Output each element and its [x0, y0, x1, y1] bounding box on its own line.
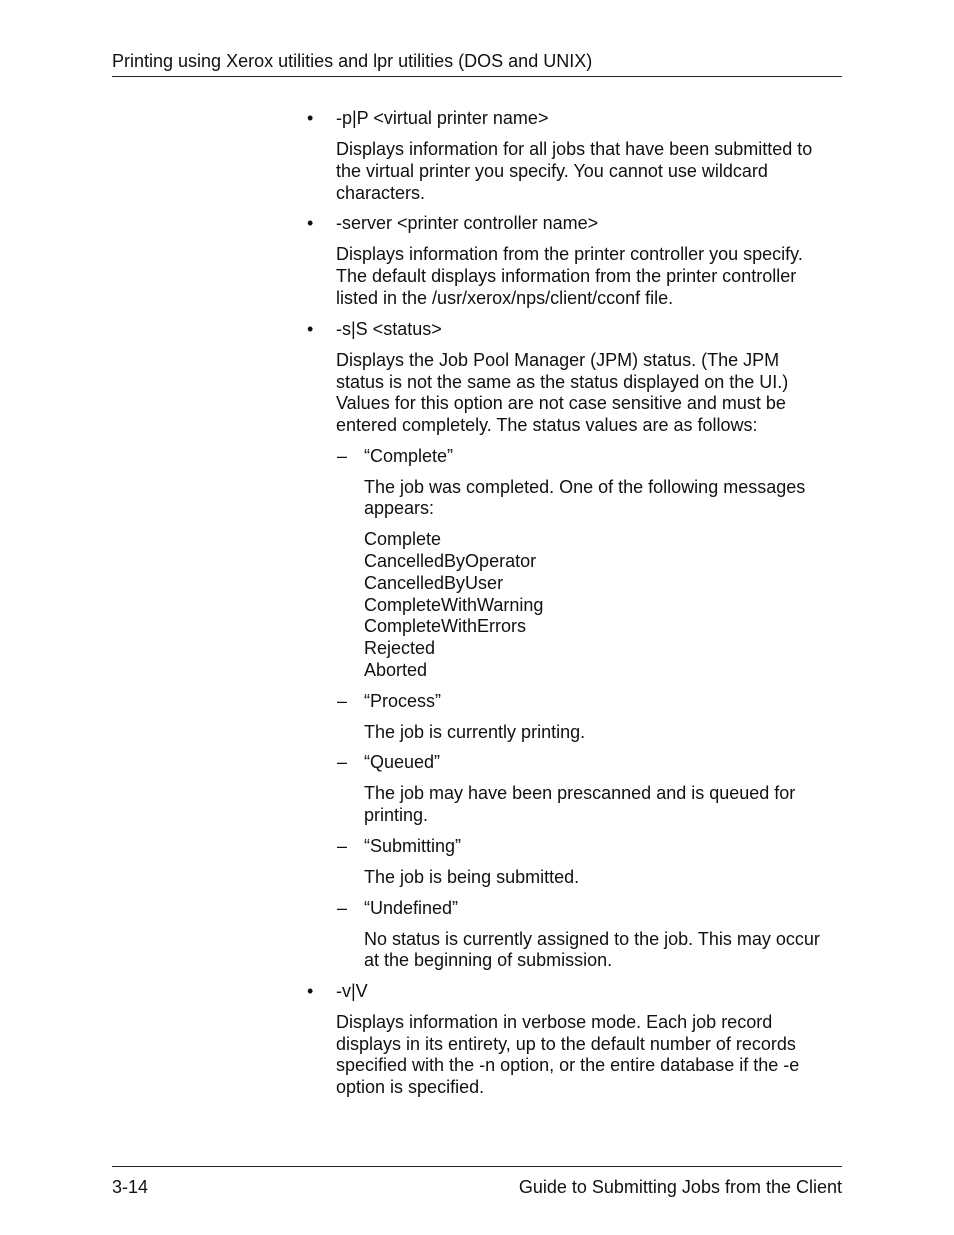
status-description-line: printing.	[364, 805, 429, 825]
option-name: -server <printer controller name>	[336, 213, 599, 233]
option-description-line: entered completely. The status values are as follows:	[336, 415, 758, 435]
option-name: -p|P <virtual printer name>	[336, 108, 549, 128]
status-description-line: The job is currently printing.	[364, 722, 586, 742]
status-message: CancelledByUser	[364, 573, 504, 593]
bullet-marker: •	[307, 981, 314, 1001]
dash-marker: –	[337, 752, 348, 772]
option-description-line: Displays the Job Pool Manager (JPM) status. (The JPM	[336, 350, 780, 370]
running-header: Printing using Xerox utilities and lpr utilities (DOS and UNIX)	[112, 51, 593, 71]
option-name: -s|S <status>	[336, 319, 442, 339]
status-description-line: The job may have been prescanned and is queued for	[364, 783, 796, 803]
option-description-line: the virtual printer you specify. You cannot use wildcard	[336, 161, 768, 181]
dash-marker: –	[337, 446, 348, 466]
option-description-line: option is specified.	[336, 1077, 485, 1097]
dash-marker: –	[337, 898, 348, 918]
status-message: CompleteWithWarning	[364, 595, 544, 615]
guide-title: Guide to Submitting Jobs from the Client	[518, 1177, 842, 1197]
status-name: “Complete”	[364, 446, 454, 466]
option-description-line: Displays information for all jobs that have been submitted to	[336, 139, 813, 159]
footer-rule	[112, 1166, 842, 1167]
status-message: Aborted	[364, 660, 428, 680]
status-message: Complete	[364, 529, 442, 549]
status-description-line: The job was completed. One of the following messages	[364, 477, 806, 497]
page-number: 3-14	[112, 1177, 149, 1197]
status-name: “Process”	[364, 691, 442, 711]
option-description-line: Displays information from the printer controller you specify.	[336, 244, 803, 264]
status-description-line: appears:	[364, 498, 435, 518]
option-description-line: status is not the same as the status displayed on the UI.)	[336, 372, 789, 392]
option-name: -v|V	[336, 981, 368, 1001]
header-rule	[112, 76, 842, 77]
bullet-marker: •	[307, 213, 314, 233]
bullet-marker: •	[307, 108, 314, 128]
option-description-line: The default displays information from the printer controller	[336, 266, 797, 286]
status-description-line: No status is currently assigned to the job. This may occur	[364, 929, 820, 949]
bullet-marker: •	[307, 319, 314, 339]
dash-marker: –	[337, 836, 348, 856]
dash-marker: –	[337, 691, 348, 711]
status-message: Rejected	[364, 638, 436, 658]
status-message: CompleteWithErrors	[364, 616, 527, 636]
option-description-line: listed in the /usr/xerox/nps/client/cconf file.	[336, 288, 674, 308]
option-description-line: characters.	[336, 183, 426, 203]
option-description-line: Displays information in verbose mode. Each job record	[336, 1012, 773, 1032]
status-name: “Submitting”	[364, 836, 462, 856]
status-name: “Undefined”	[364, 898, 459, 918]
option-description-line: displays in its entirety, up to the default number of records	[336, 1034, 796, 1054]
status-name: “Queued”	[364, 752, 441, 772]
status-message: CancelledByOperator	[364, 551, 537, 571]
status-description-line: at the beginning of submission.	[364, 950, 613, 970]
option-description-line: specified with the -n option, or the entire database if the -e	[336, 1055, 800, 1075]
status-description-line: The job is being submitted.	[364, 867, 580, 887]
option-description-line: Values for this option are not case sensitive and must be	[336, 393, 786, 413]
